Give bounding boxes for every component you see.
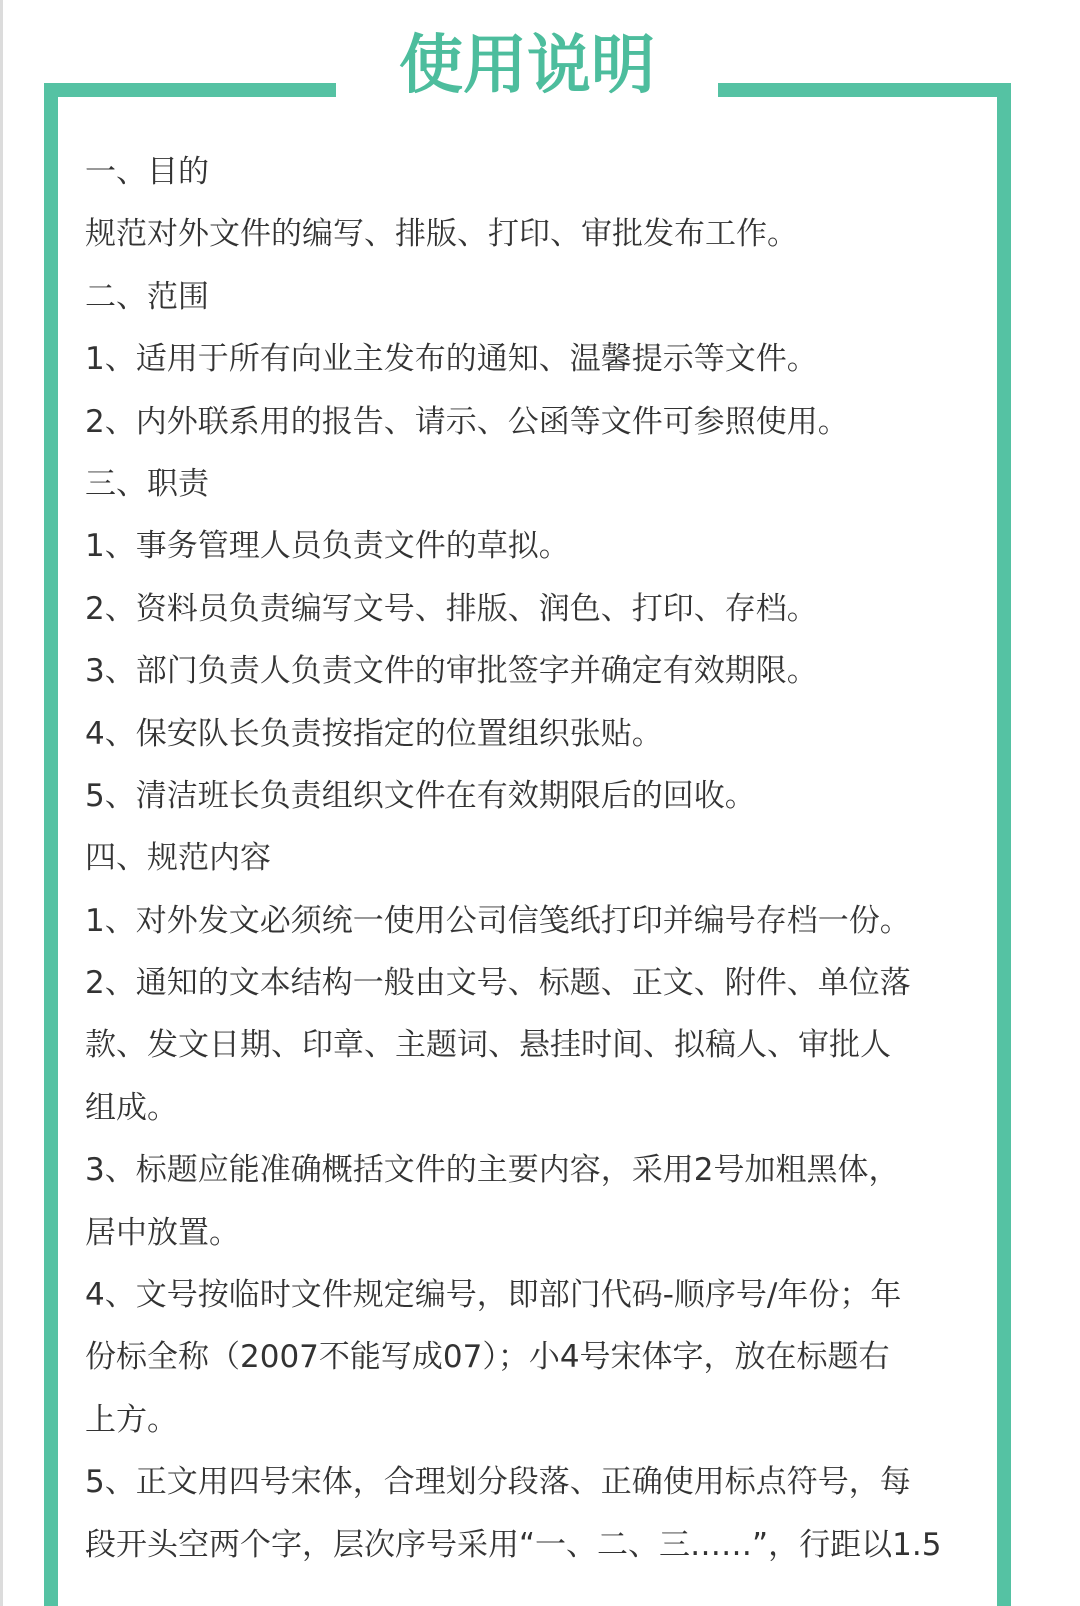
frame-left-bar bbox=[44, 83, 58, 1606]
section-purpose bbox=[85, 141, 985, 266]
section-heading: 二、范围 bbox=[85, 278, 209, 315]
section-heading: 四、规范内容 bbox=[85, 840, 271, 877]
paragraph-line: 款、发文日期、印章、主题词、悬挂时间、拟稿人、审批人 bbox=[85, 1027, 891, 1064]
paragraph-line: 组成。 bbox=[85, 1089, 178, 1126]
paragraph-line: 上方。 bbox=[85, 1401, 178, 1438]
paragraph-line: 规范对外文件的编写、排版、打印、审批发布工作。 bbox=[85, 216, 798, 253]
paragraph-line: 5、正文用四号宋体，合理划分段落、正确使用标点符号，每 bbox=[85, 1464, 911, 1501]
paragraph-line: 1、事务管理人员负责文件的草拟。 bbox=[85, 528, 570, 565]
frame-top-left-bar bbox=[44, 83, 336, 97]
paragraph-line: 5、清洁班长负责组织文件在有效期限后的回收。 bbox=[85, 777, 756, 814]
section-standards bbox=[85, 827, 985, 1576]
page-title: 使用说明 bbox=[399, 29, 655, 103]
paragraph-line: 段开头空两个字，层次序号采用“一、二、三……”，行距以1.5 bbox=[85, 1526, 942, 1563]
paragraph-line: 3、标题应能准确概括文件的主要内容，采用2号加粗黑体， bbox=[85, 1152, 900, 1189]
paragraph-line: 1、适用于所有向业主发布的通知、温馨提示等文件。 bbox=[85, 341, 818, 378]
paragraph-line: 居中放置。 bbox=[85, 1214, 240, 1251]
paragraph-line: 2、通知的文本结构一般由文号、标题、正文、附件、单位落 bbox=[85, 965, 911, 1002]
document-body bbox=[85, 141, 985, 1576]
paragraph-line: 2、内外联系用的报告、请示、公函等文件可参照使用。 bbox=[85, 403, 849, 440]
section-heading: 一、目的 bbox=[85, 154, 209, 190]
frame-right-bar bbox=[997, 83, 1011, 1606]
paragraph-line: 1、对外发文必须统一使用公司信笺纸打印并编号存档一份。 bbox=[85, 902, 911, 939]
frame-top-right-bar bbox=[718, 83, 1011, 97]
section-heading: 三、职责 bbox=[85, 465, 209, 502]
page-edge-line bbox=[0, 0, 3, 1606]
paragraph-line: 4、保安队长负责按指定的位置组织张贴。 bbox=[85, 715, 663, 752]
paragraph-line: 3、部门负责人负责文件的审批签字并确定有效期限。 bbox=[85, 653, 818, 690]
section-responsibilities bbox=[85, 453, 985, 827]
section-scope bbox=[85, 266, 985, 453]
paragraph-line: 份标全称（2007不能写成07）；小4号宋体字，放在标题右 bbox=[85, 1339, 890, 1376]
paragraph-line: 2、资料员负责编写文号、排版、润色、打印、存档。 bbox=[85, 590, 818, 627]
paragraph-line: 4、文号按临时文件规定编号，即部门代码-顺序号/年份；年 bbox=[85, 1277, 902, 1314]
